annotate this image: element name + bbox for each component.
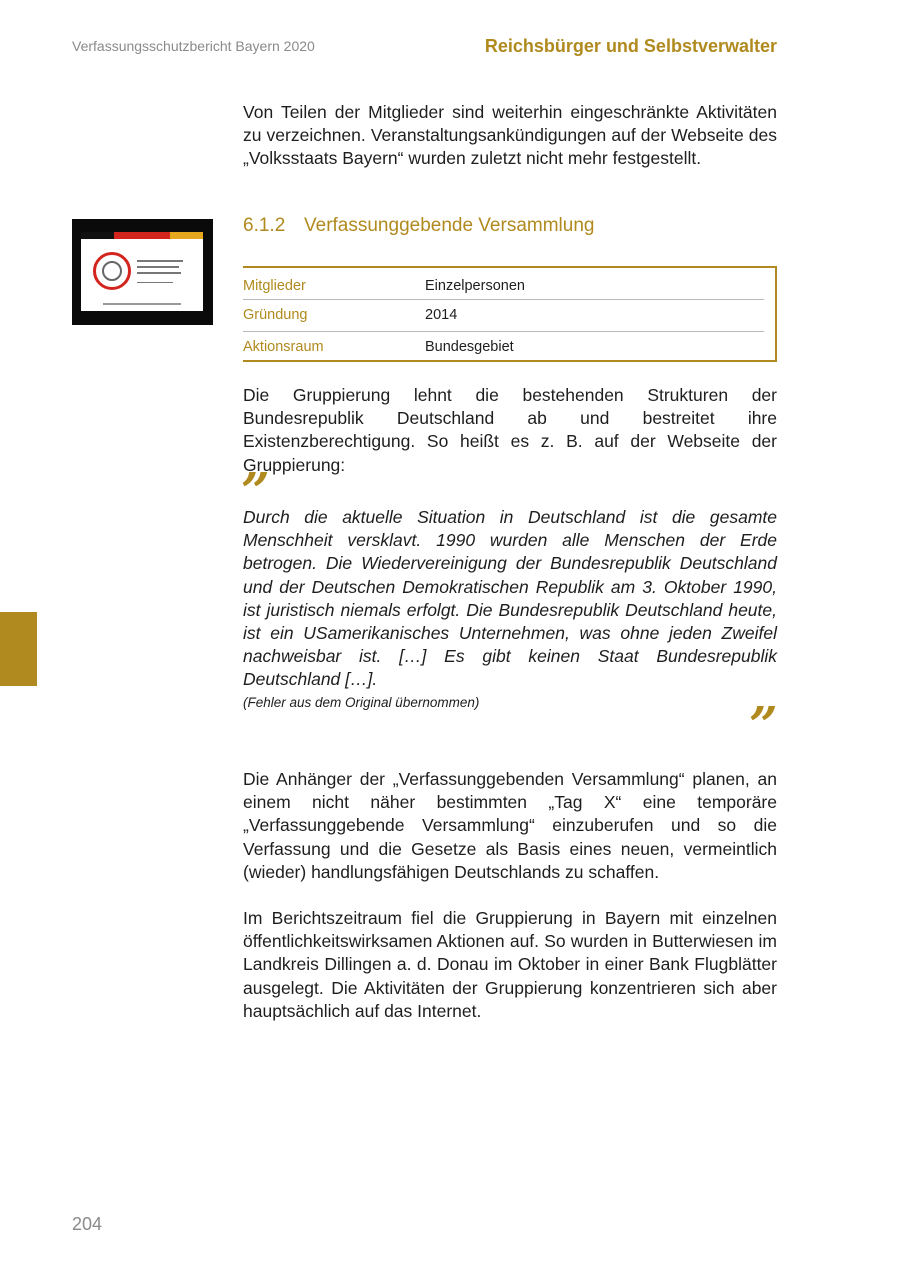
logo-text-line xyxy=(137,266,179,268)
intro-paragraph: Von Teilen der Mitglieder sind weiterhin eingeschränkte Aktivitäten zu verzeichnen. Veranstaltungsankündigungen auf der Webseite des „Volksstaats Bayern“ wurden zuletzt nicht mehr festgestellt. xyxy=(243,102,777,169)
logo-text-line xyxy=(137,282,173,283)
group-logo-thumbnail xyxy=(72,219,213,325)
flag-stripe-gold xyxy=(170,232,203,239)
info-key: Aktionsraum xyxy=(243,339,324,355)
info-row xyxy=(243,331,764,361)
block-quote: Durch die aktuelle Situation in Deutschland ist die gesamte Menschheit versklavt. 1990 wurden alle Menschen der Erde betrogen. Die Wiedervereinigung der Bundesrepublik Deutschland und der Deutschen Demokratischen Republik am 3. Oktober 1990, ist juristisch niemals erfolgt. Die Bundesrepublik Deutschland heute, ist ein USamerikanisches Unternehmen, was ohne jeden Zweifel nachweisbar ist. […] Es gibt keinen Staat Bundesrepublik Deutschland […]. xyxy=(243,507,777,690)
flag-stripe-red xyxy=(114,232,170,239)
flag-stripe-black xyxy=(81,232,114,239)
section-heading xyxy=(243,215,594,237)
running-header-left: Verfassungsschutzbericht Bayern 2020 xyxy=(72,38,315,54)
open-quote-icon: ” xyxy=(241,461,270,520)
section-title: Verfassunggebende Versammlung xyxy=(304,215,595,236)
logo-text-line xyxy=(137,272,181,274)
logo-footer-line xyxy=(103,303,181,305)
section-number: 6.1.2 xyxy=(243,215,286,236)
info-row xyxy=(243,270,764,300)
info-key: Mitglieder xyxy=(243,278,306,294)
info-table xyxy=(243,266,777,362)
logo-card xyxy=(81,232,203,311)
info-value: 2014 xyxy=(425,307,458,323)
info-row xyxy=(243,299,764,329)
body-paragraph-1: Die Gruppierung lehnt die bestehenden Strukturen der Bundesrepublik Deutschland ab und bestreitet ihre Existenzberechtigung. So heißt es z. B. auf der Webseite der Gruppierung: xyxy=(243,385,777,475)
quote-source-note: (Fehler aus dem Original übernommen) xyxy=(243,695,480,710)
chapter-tab-marker xyxy=(0,612,37,686)
logo-text-line xyxy=(137,260,183,262)
page-number: 204 xyxy=(72,1214,103,1234)
body-paragraph-2: Die Anhänger der „Verfassunggebenden Versammlung“ planen, an einem nicht näher bestimmten „Tag X“ eine temporäre „Verfassunggebende Versammlung“ einzuberufen und so die Verfassung und die Gesetze als Basis eines neuen, vermeintlich (wieder) handlungsfähigen Deutschlands zu schaffen. xyxy=(243,769,777,882)
body-paragraph-3: Im Berichtszeitraum fiel die Gruppierung in Bayern mit einzelnen öffentlichkeitswirksamen Aktionen auf. So wurden in Butterwiesen im Landkreis Dillingen a. d. Donau im Oktober in einer Bank Flugblätter ausgelegt. Die Aktivitäten der Gruppierung konzentrieren sich aber hauptsächlich auf das Internet. xyxy=(243,908,777,1021)
seal-icon xyxy=(93,252,131,290)
close-quote-icon: ” xyxy=(749,695,778,754)
info-value: Bundesgebiet xyxy=(425,339,514,355)
info-value: Einzelpersonen xyxy=(425,278,525,294)
running-header-right: Reichsbürger und Selbstverwalter xyxy=(484,36,777,56)
info-key: Gründung xyxy=(243,307,308,323)
